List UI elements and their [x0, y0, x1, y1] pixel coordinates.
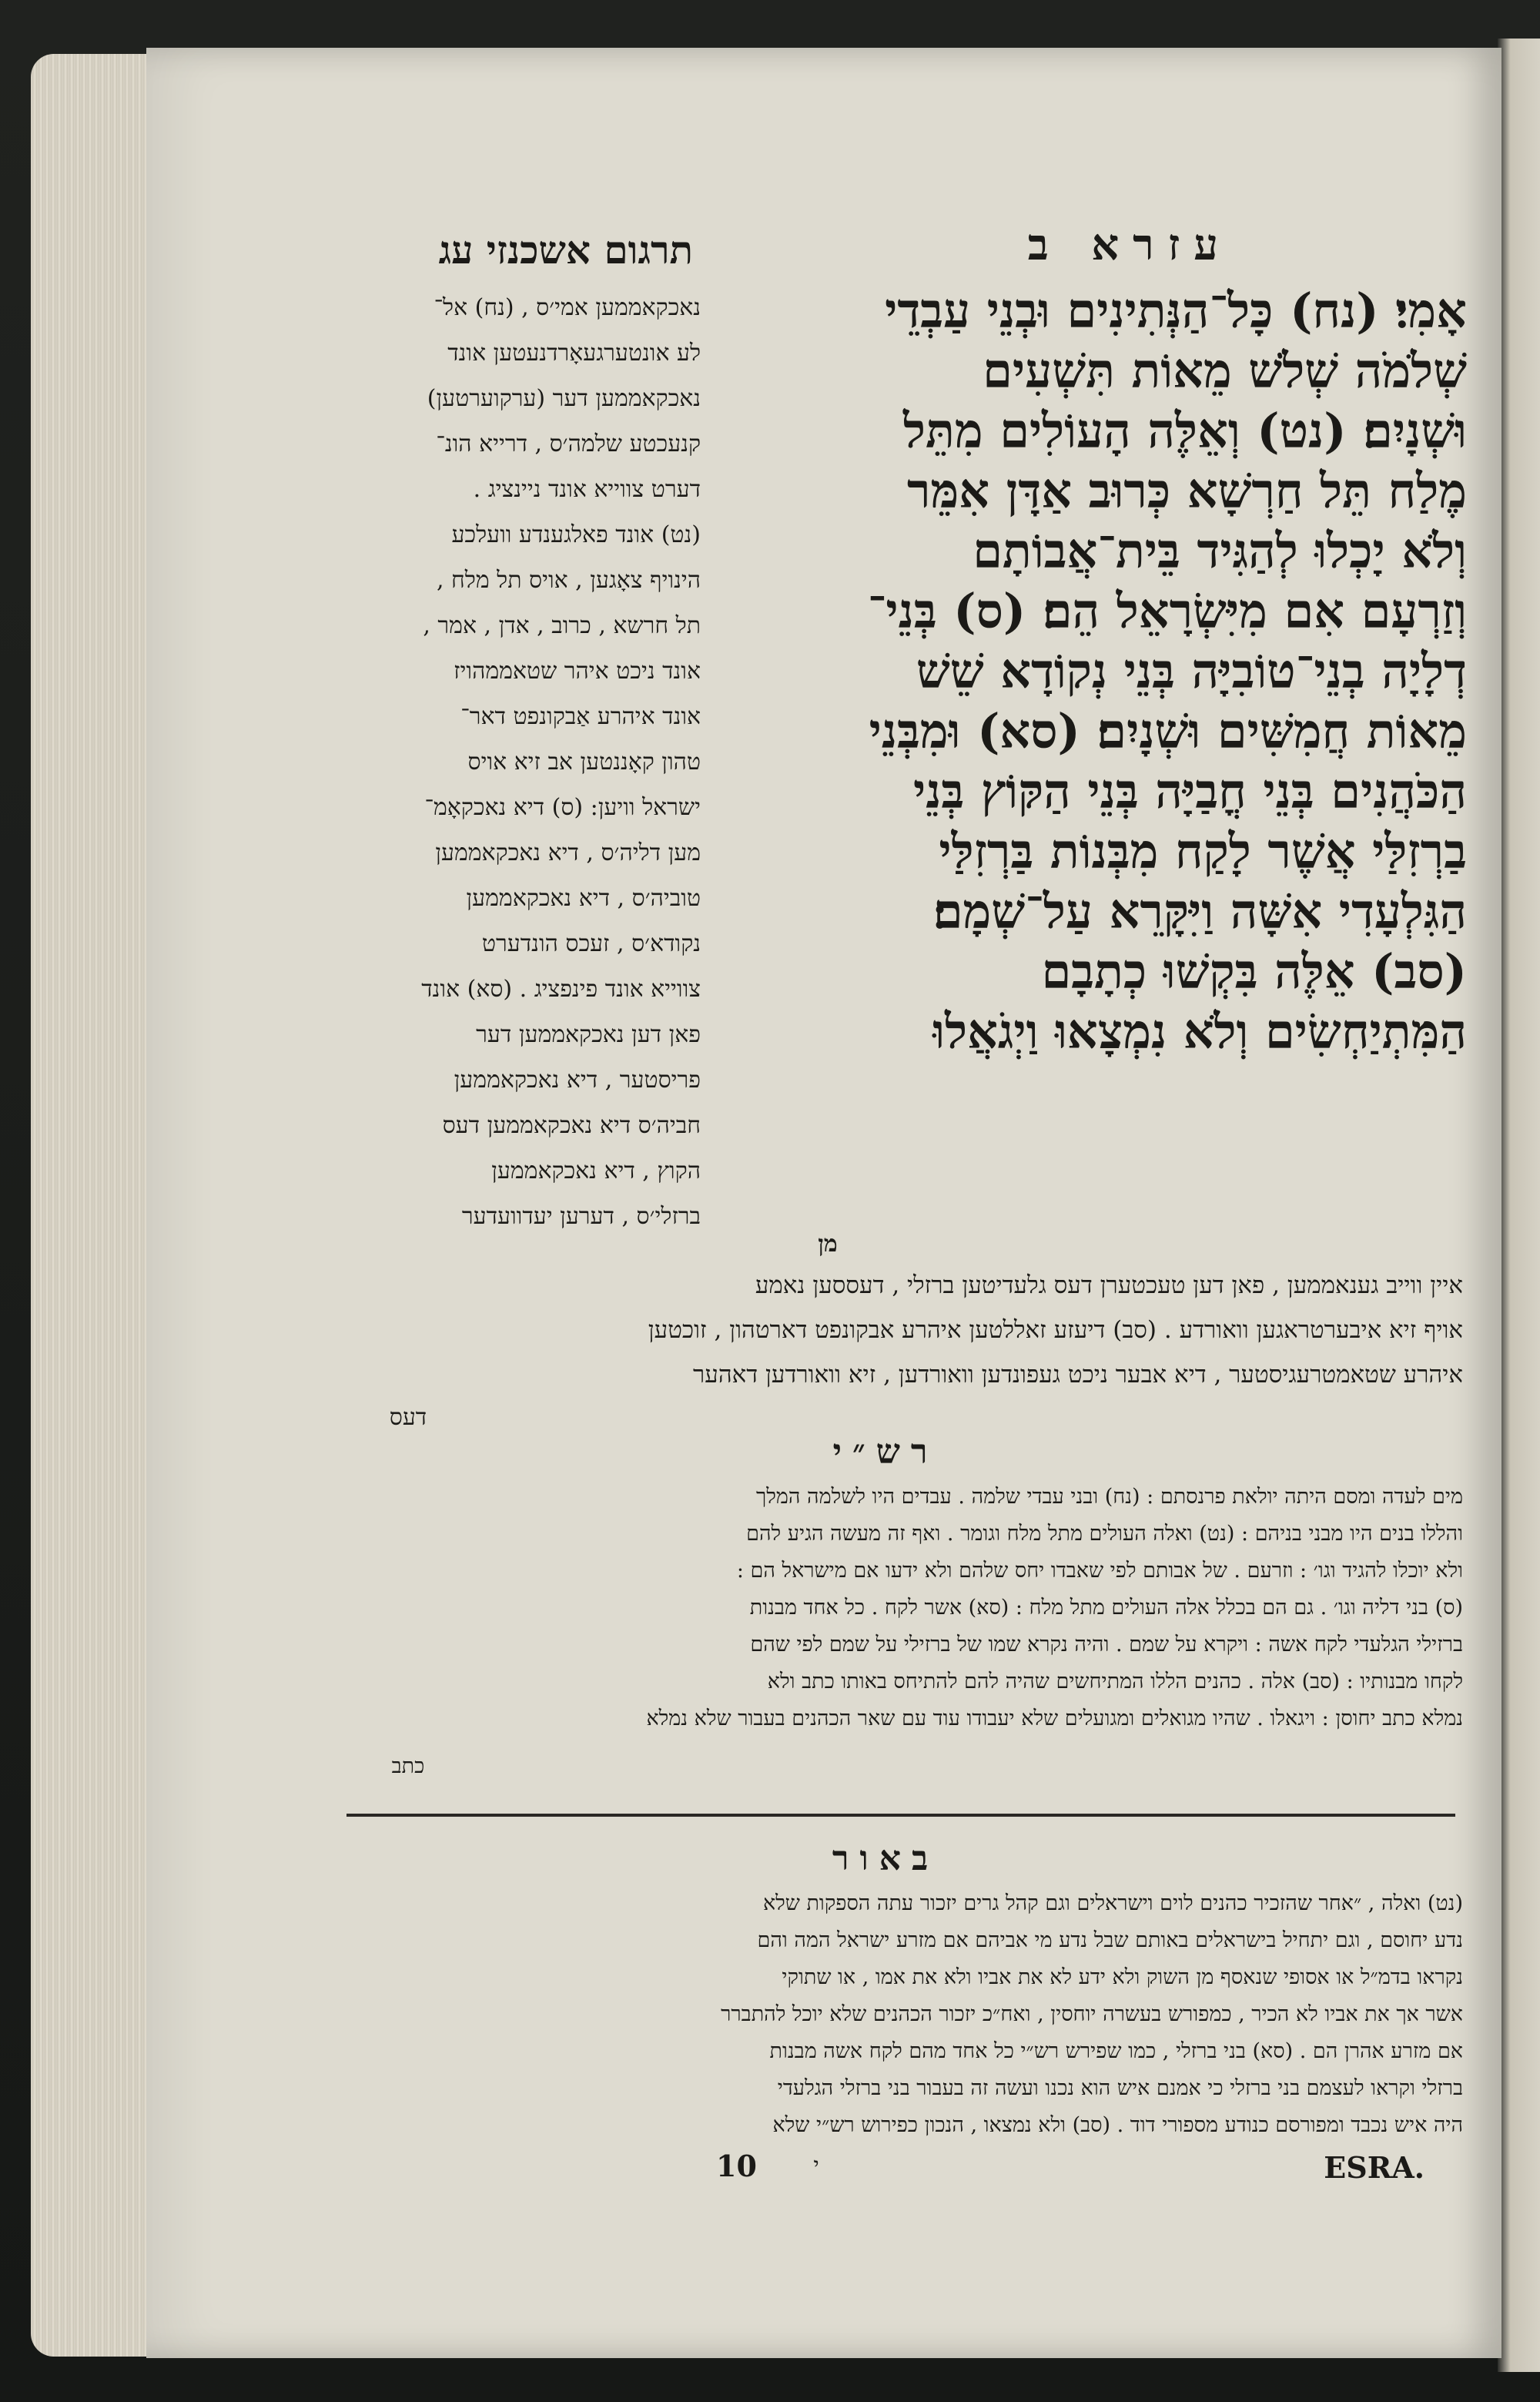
translation-column: [339, 285, 701, 1255]
translation-line: צווייא אונד פינפציג . (סא) אונד: [421, 976, 701, 1003]
text-line: הַמִּתְיַחְשִׂים וְלֹא נִמְצָאוּ וַיְגֹאֲלוּ: [932, 1003, 1467, 1060]
translation-line: ישראל וויען: (ס) דיא נאכקאָמ־: [424, 794, 701, 821]
commentary-line: אם מזרע אהרן הם . (סא) בני ברזלי , כמו שפירש רש״י כל אחד מהם לקח אשה מבנות: [769, 2039, 1463, 2063]
translation-line: נאכקאממען אמי׳ס , (נח) אל־: [434, 294, 701, 321]
commentary-line: (ס) בני דליה וגו׳ . גם הם בכלל אלה העולים מתל מלח : (סא) אשר לקח . כל אחד מבנות: [749, 1596, 1463, 1620]
commentary-line: נדע יחוסם , וגם יתחיל בישראלים באותם שבל נדע מי אביהם אם מזרע ישראל המה והם: [757, 1928, 1463, 1952]
catchword-rashi: כתב: [391, 1754, 425, 1778]
translation-line: נאכקאממען דער (ערקוערטען): [427, 385, 701, 412]
biur-heading: באור: [832, 1839, 939, 1878]
section-divider: [346, 1814, 1455, 1817]
translation-line: ברזלי׳ס , דערען יעדוועדער: [461, 1203, 701, 1230]
catchword-main: מן: [818, 1231, 838, 1258]
translation-continuation: [339, 1263, 1463, 1409]
text-line: הַכֹּהֲנִים בְּנֵי חֳבַיָּה בְּנֵי הַקּוֹץ בְּנֵי: [912, 763, 1467, 819]
text-line: שְׁלֹמֹה שְׁלֹשׁ מֵאוֹת תִּשְׁעִים: [983, 343, 1467, 399]
translation-line: הינויף צאָגען , אויס תל מלח ,: [436, 567, 701, 594]
rashi-commentary: [339, 1479, 1463, 1756]
text-line: מֵאוֹת חֲמִשִּׁים וּשְׁנָיִם׃ (סא) וּמִבְּנֵי: [869, 703, 1467, 759]
text-line: וּשְׁנָיִם׃ (נט) וְאֵלֶּה הָעוֹלִים מִתֵּל: [903, 403, 1467, 459]
commentary-line: ברזלי וקראו לעצמם בני ברזלי כי אמנם איש הוא נכנו ועשה זה בעבור בני ברזלי הגלעדי: [777, 2076, 1463, 2100]
text-line: הַגִּלְעָדִי אִשָּׁה וַיִּקָּרֵא עַל־שְׁמָם׃: [932, 883, 1467, 940]
text-line: בַרְזִלַּי אֲשֶׁר לָקַח מִבְּנוֹת בַּרְזִלַּי: [939, 823, 1467, 879]
translation-line: תל חרשא , כרוב , אדן , אמר ,: [423, 612, 701, 639]
translation-line: (נט) אונד פאלגענדע וועלכע: [451, 521, 701, 548]
translation-line: אונד ניכט איהר שטאממהויז: [454, 658, 701, 685]
translation-line: איהרע שטאמטרעגיסטער , דיא אבער ניכט געפונדען וואורדען , זיא וואורדען דאהער: [693, 1361, 1463, 1389]
biblical-text: [743, 281, 1467, 1251]
catchword-translation: דעס: [389, 1404, 427, 1431]
translation-line: קנעכטע שלמה׳ס , דרייא הונ־: [436, 430, 701, 457]
commentary-line: היה איש נכבד ומפורסם כנודע מספורי דוד . (סב) ולא נמצאו , הנכון כפירוש רש״י שלא: [772, 2113, 1463, 2137]
commentary-line: והללו בנים היו מבני בניהם : (נט) ואלה העולים מתל מלח וגומר . ואף זה מעשה הגיע להם: [746, 1522, 1463, 1546]
commentary-line: ברזילי הגלעדי לקח אשה : ויקרא על שמם . והיה נקרא שמו של ברזילי על שמם לפי שהם: [750, 1633, 1463, 1657]
biur-commentary: [339, 1885, 1463, 2147]
translation-line: טוביה׳ס , דיא נאכקאממען: [466, 885, 701, 912]
commentary-line: (נט) ואלה , ״אחר שהזכיר כהנים לוים וישראלים וגם קהל גרים יזכור עתה הספקות שלא: [762, 1891, 1463, 1915]
translation-line: לע אונטערגעאָרדנעטען אונד: [447, 340, 701, 367]
running-title: ESRA.: [1324, 2150, 1424, 2185]
translation-line: אויף זיא איבערטראגען וואורדע . (סב) דיעזע זאללטען איהרע אבקונפט דארטהון , זוכטען: [648, 1316, 1463, 1344]
page-number: 10: [716, 2149, 757, 2183]
translation-line: פריסטער , דיא נאכקאממען: [454, 1067, 701, 1094]
commentary-line: לקחו מבנותיו : (סב) אלה . כהנים הללו המתיחשים שהיה להם להתיחס באותו כתב ולא: [767, 1670, 1463, 1693]
translation-line: חביה׳ס דיא נאכקאממען דעס: [442, 1112, 701, 1139]
facing-page-edge: [1498, 39, 1540, 2372]
text-line: אָמִי׃ (נח) כָּל־הַנְּתִינִים וּבְנֵי עַבְדֵי: [885, 283, 1467, 339]
page-stack-edge: [31, 54, 162, 2357]
translation-line: נקודא׳ס , זעכס הונדערט: [481, 930, 701, 957]
text-line: דְלָיָה בְנֵי־טוֹבִיָּה בְּנֵי נְקוֹדָא שֵׁשׁ: [916, 643, 1467, 699]
commentary-line: נקראו בדמ״ל או אסופי שנאסף מן השוק ולא ידע לא את אביו ולא את אמו , או שתוקי: [782, 1965, 1463, 1989]
translation-line: טהון קאָננטען אב זיא אויס: [467, 749, 701, 776]
translation-line: אונד איהרע אַבקונפט דאר־: [460, 703, 701, 730]
translation-line: איין ווייב גענאממען , פאן דען טעכטערן דעס גלעדיטען ברזלי , דעססען נאמע: [755, 1271, 1463, 1299]
text-line: וְלֹא יָכְלוּ לְהַגִּיד בֵּית־אֲבוֹתָם: [973, 523, 1467, 579]
rashi-heading: רש״י: [832, 1432, 939, 1472]
translation-line: דערט צווייא אונד ניינציג .: [473, 476, 701, 503]
text-line: וְזַרְעָם אִם מִיִּשְׂרָאֵל הֵם׃ (ס) בְּנֵי־: [867, 583, 1467, 639]
book-heading: עזרא ב: [1027, 219, 1232, 270]
signature-mark: י: [813, 2152, 819, 2178]
translation-line: הקוץ , דיא נאכקאממען: [491, 1157, 701, 1184]
text-line: (סב) אֵלֶּה בִּקְשׁוּ כְתָבָם: [1041, 943, 1467, 1000]
translation-line: פאן דען נאכקאממען דער: [476, 1021, 701, 1048]
commentary-line: אשר אך את אביו לא הכיר , כמפורש בעשרה יוחסין , ואח״כ יזכור הכהנים שלא יוכל להתברר: [721, 2002, 1463, 2026]
text-line: מֶלַח תֵּל חַרְשָׁא כְּרוּב אַדָּן אִמֵּר: [907, 463, 1467, 519]
commentary-line: מים לעדה ומסם היתה יולאת פרנסתם : (נח) ובני עבדי שלמה . עבדים היו לשלמה המלך: [756, 1485, 1463, 1509]
commentary-line: נמלא כתב יחוסן : ויגאלו . שהיו מגואלים ומגועלים שלא יעבודו עוד עם שאר הכהנים בעבור שלא נמלא: [646, 1707, 1463, 1730]
translation-heading: תרגום אשכנזי עג: [438, 227, 693, 273]
commentary-line: ולא יוכלו להגיד וגו׳ : וזרעם . של אבותם לפי שאבדו יחס שלהם ולא ידעו אם מישראל הם :: [736, 1559, 1463, 1583]
translation-line: מען דליה׳ס , דיא נאכקאממען: [435, 839, 701, 866]
